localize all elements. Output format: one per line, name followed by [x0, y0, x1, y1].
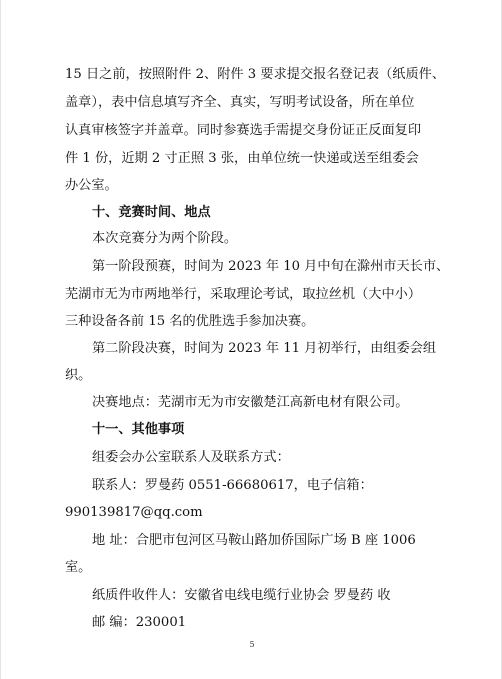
- paragraph-line: 第二阶段决赛，时间为 2023 年 11 月初举行，由组委会组: [92, 341, 437, 356]
- paragraph-line: 芜湖市无为市两地举行，采取理论考试，取拉丝机（大中小）: [65, 287, 422, 302]
- postal-code-line: 邮 编：230001: [92, 615, 187, 630]
- paragraph-line: 决赛地点：芜湖市无为市安徽楚江高新电材有限公司。: [92, 395, 409, 410]
- section-heading-eleven: 十一、其他事项: [92, 422, 185, 437]
- paragraph-line: 组委会办公室联系人及联系方式：: [92, 450, 290, 465]
- page-number: 5: [249, 640, 255, 649]
- contact-person-line: 联系人：罗曼药 0551-66680617，电子信箱：: [92, 478, 373, 493]
- paragraph-line: 三种设备各前 15 名的优胜选手参加决赛。: [65, 314, 315, 329]
- paragraph-line: 织。: [65, 368, 92, 383]
- address-line: 室。: [65, 560, 92, 575]
- paragraph-line: 本次竞赛分为两个阶段。: [92, 231, 238, 246]
- paragraph-line: 盖章），表中信息填写齐全、真实，写明考试设备，所在单位: [65, 95, 415, 110]
- section-heading-ten: 十、竞赛时间、地点: [92, 205, 211, 220]
- paragraph-line: 认真审核签字并盖章。同时参赛选手需提交身份证正反面复印: [65, 123, 422, 138]
- paragraph-line: 办公室。: [65, 178, 118, 193]
- address-line: 地 址：合肥市包河区马鞍山路加侨国际广场 B 座 1006: [92, 533, 416, 548]
- paragraph-line: 第一阶段预赛，时间为 2023 年 10 月中旬在滁州市天长市、: [92, 259, 450, 274]
- paragraph-line: 件 1 份，近期 2 寸正照 3 张，由单位统一快递或送至组委会: [65, 151, 419, 166]
- contact-email: 990139817@qq.com: [65, 505, 203, 520]
- recipient-line: 纸质件收件人：安徽省电线电缆行业协会 罗曼药 收: [92, 588, 391, 603]
- paragraph-line: 15 日之前，按照附件 2、附件 3 要求提交报名登记表（纸质件、: [65, 67, 446, 82]
